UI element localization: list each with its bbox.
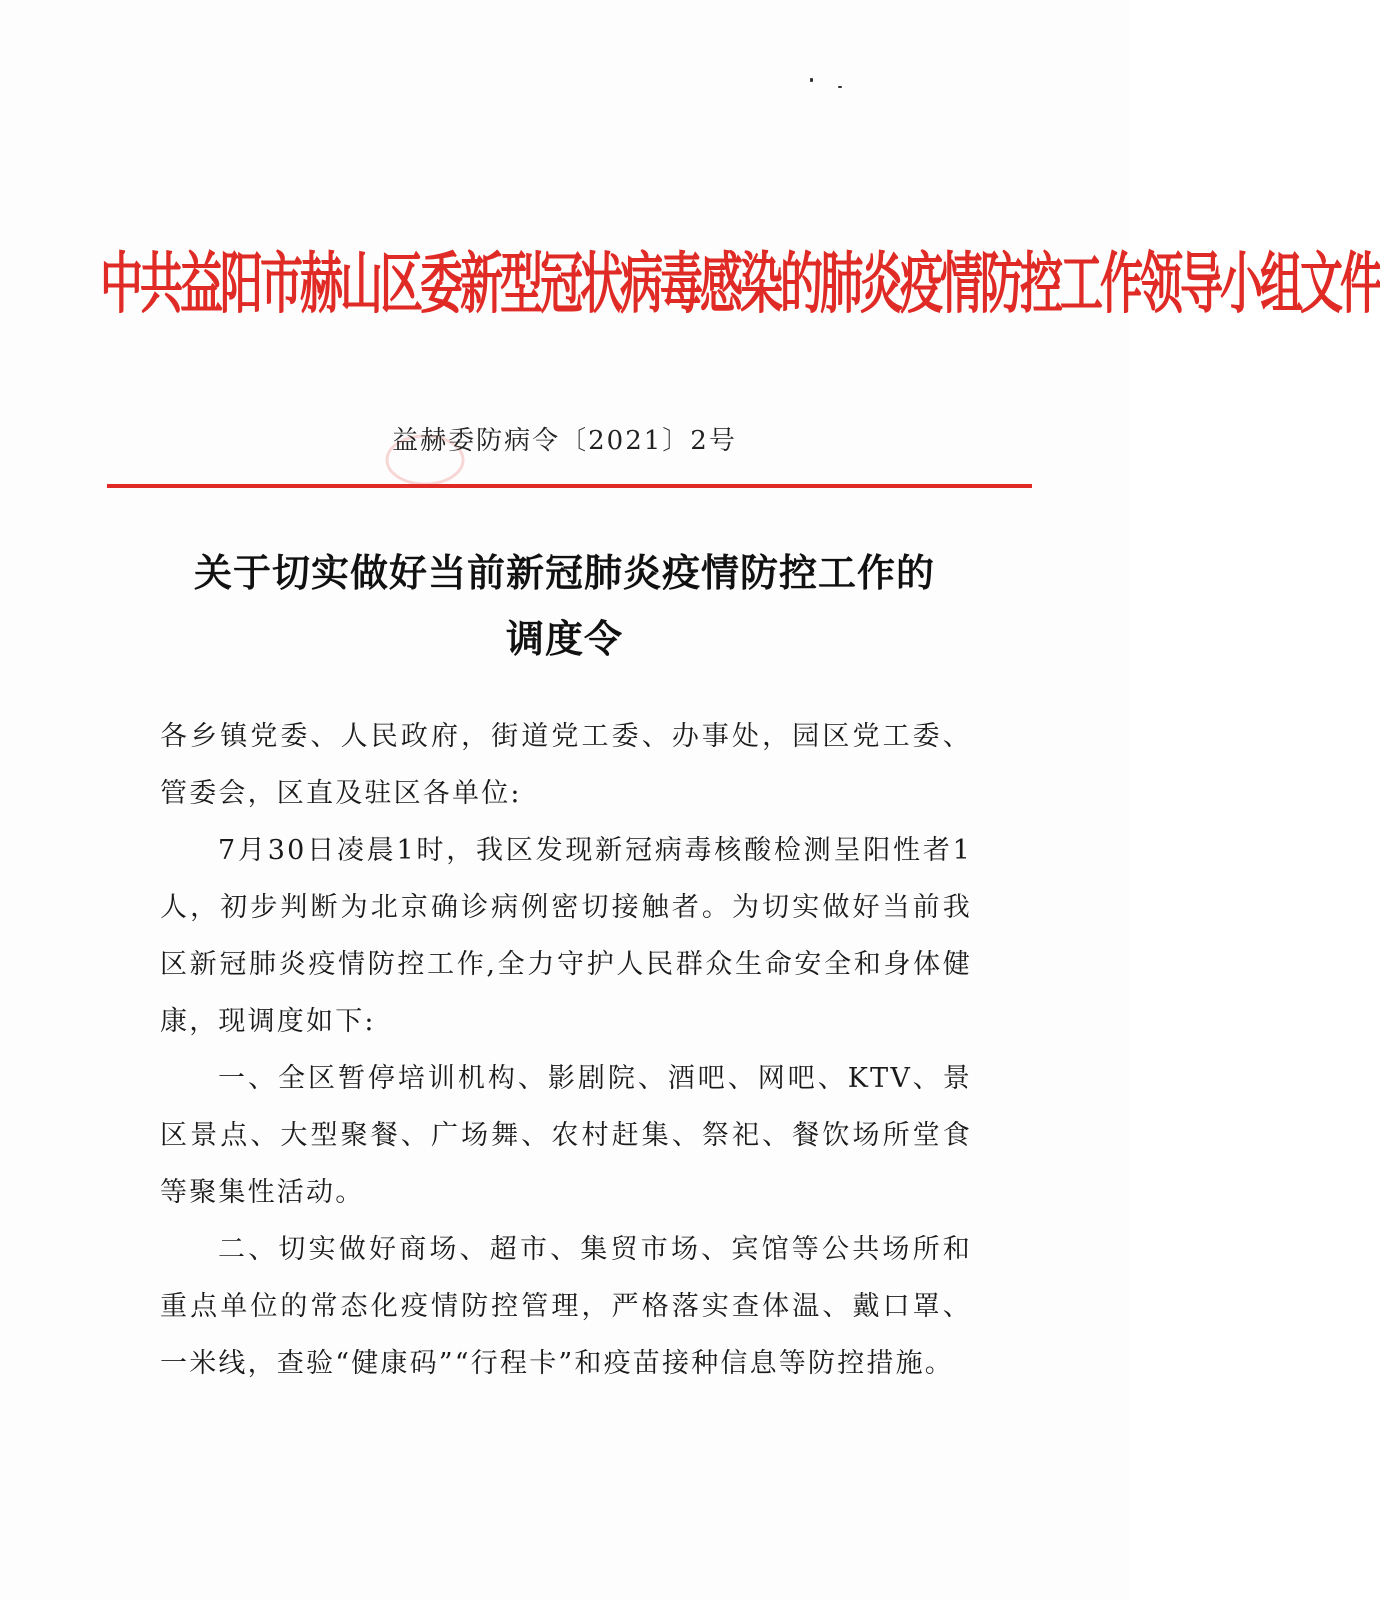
title-line-1: 关于切实做好当前新冠肺炎疫情防控工作的 (193, 551, 935, 595)
document-number: 益赫委防病令〔2021〕2号 (392, 426, 737, 456)
paragraph-item-2: 二、切实做好商场、超市、集贸市场、宾馆等公共场所和重点单位的常态化疫情防控管理，严格落实查体温、戴口罩、一米线，查验“健康码”“行程卡”和疫苗接种信息等防控措施。 (160, 1234, 972, 1379)
document-body (160, 708, 972, 1392)
document-title (0, 540, 1129, 672)
issuer-header: 中共益阳市赫山区委新型冠状病毒感染的肺炎疫情防控工作领导小组文件 (100, 245, 1380, 324)
red-separator-line (107, 484, 1032, 488)
paragraph-item-1: 一、全区暂停培训机构、影剧院、酒吧、网吧、KTV、景区景点、大型聚餐、广场舞、农村赶集、祭祀、餐饮场所堂食等聚集性活动。 (160, 1063, 972, 1208)
title-line-2: 调度令 (505, 617, 623, 661)
scan-specks (810, 78, 870, 98)
paragraph-intro: 7月30日凌晨1时，我区发现新冠病毒核酸检测呈阳性者1人，初步判断为北京确诊病例密切接触者。为切实做好当前我区新冠肺炎疫情防控工作,全力守护人民群众生命安全和身体健康，现调度如下: (160, 835, 972, 1037)
salutation: 各乡镇党委、人民政府，街道党工委、办事处，园区党工委、管委会，区直及驻区各单位: (160, 721, 972, 809)
